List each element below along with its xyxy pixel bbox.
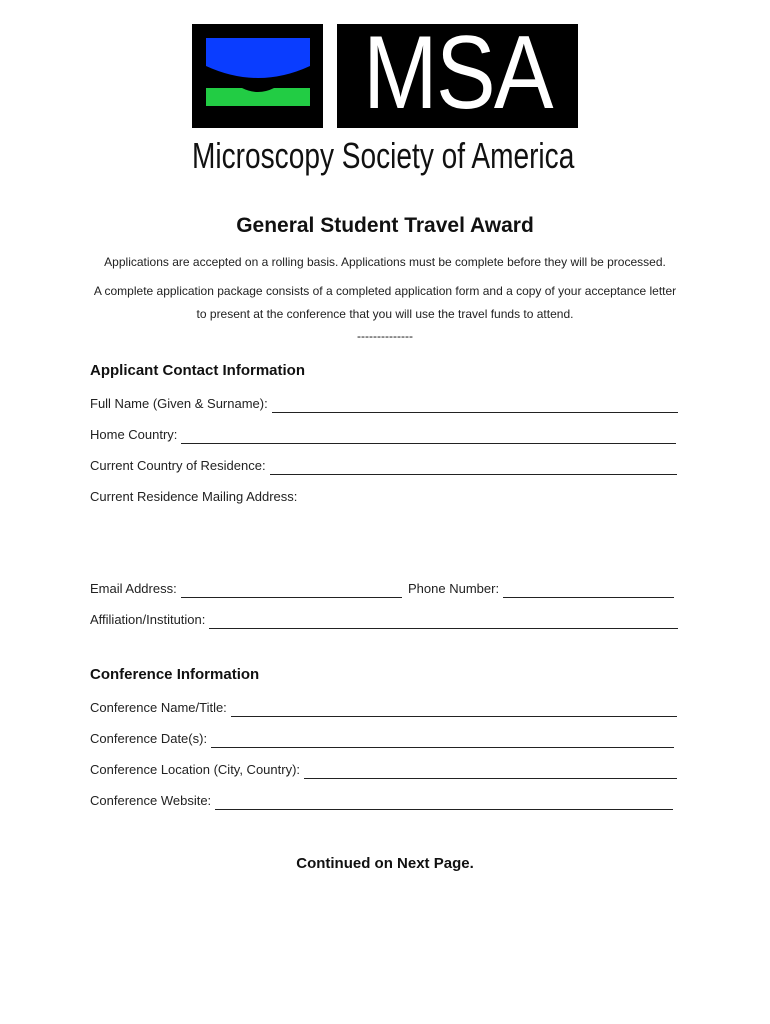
mailing-address-label: Current Residence Mailing Address: xyxy=(90,489,298,504)
conference-name-line[interactable] xyxy=(231,702,677,717)
mailing-address-field[interactable] xyxy=(90,486,390,506)
intro-rolling-basis: Applications are accepted on a rolling basis. Applications must be complete before they will be processed. xyxy=(104,255,666,269)
phone-field[interactable] xyxy=(408,578,674,598)
conference-location-field[interactable] xyxy=(90,759,677,779)
logo-letters-box xyxy=(337,15,578,131)
microscope-emblem-icon xyxy=(192,24,323,128)
intro-package-description: A complete application package consists of a completed application form and a copy of your acceptance letter to present at the conference that you will use the travel funds to attend. xyxy=(93,284,677,321)
phone-line[interactable] xyxy=(503,583,674,598)
page-title: General Student Travel Award xyxy=(236,214,534,237)
home-country-field[interactable] xyxy=(90,424,676,444)
full-name-line[interactable] xyxy=(272,398,678,413)
residence-country-line[interactable] xyxy=(270,460,677,475)
residence-country-field[interactable] xyxy=(90,455,677,475)
conference-dates-field[interactable] xyxy=(90,728,674,748)
conference-name-label: Conference Name/Title: xyxy=(90,700,227,715)
affiliation-field[interactable] xyxy=(90,609,678,629)
msa-logo xyxy=(192,15,578,184)
conference-location-label: Conference Location (City, Country): xyxy=(90,762,301,777)
conference-dates-line[interactable] xyxy=(211,733,674,748)
affiliation-line[interactable] xyxy=(209,614,678,629)
full-name-field[interactable] xyxy=(90,393,678,413)
phone-label: Phone Number: xyxy=(408,581,500,596)
continued-note: Continued on Next Page. xyxy=(296,855,474,872)
conference-website-field[interactable] xyxy=(90,790,673,810)
section-conference-heading: Conference Information xyxy=(90,666,260,683)
conference-website-label: Conference Website: xyxy=(90,793,212,808)
email-label: Email Address: xyxy=(90,581,177,596)
section-applicant-heading: Applicant Contact Information xyxy=(90,362,305,379)
full-name-label: Full Name (Given & Surname): xyxy=(90,396,268,411)
home-country-line[interactable] xyxy=(181,429,676,444)
home-country-label: Home Country: xyxy=(90,427,178,442)
conference-name-field[interactable] xyxy=(90,697,677,717)
conference-location-line[interactable] xyxy=(304,764,677,779)
email-line[interactable] xyxy=(181,583,402,598)
residence-country-label: Current Country of Residence: xyxy=(90,458,266,473)
logo-society-name: Microscopy Society of America xyxy=(192,135,575,176)
conference-website-line[interactable] xyxy=(215,795,673,810)
conference-dates-label: Conference Date(s): xyxy=(90,731,208,746)
logo-letters: MSA xyxy=(363,15,552,131)
email-field[interactable] xyxy=(90,578,402,598)
affiliation-label: Affiliation/Institution: xyxy=(90,612,206,627)
separator: -------------- xyxy=(357,329,413,343)
